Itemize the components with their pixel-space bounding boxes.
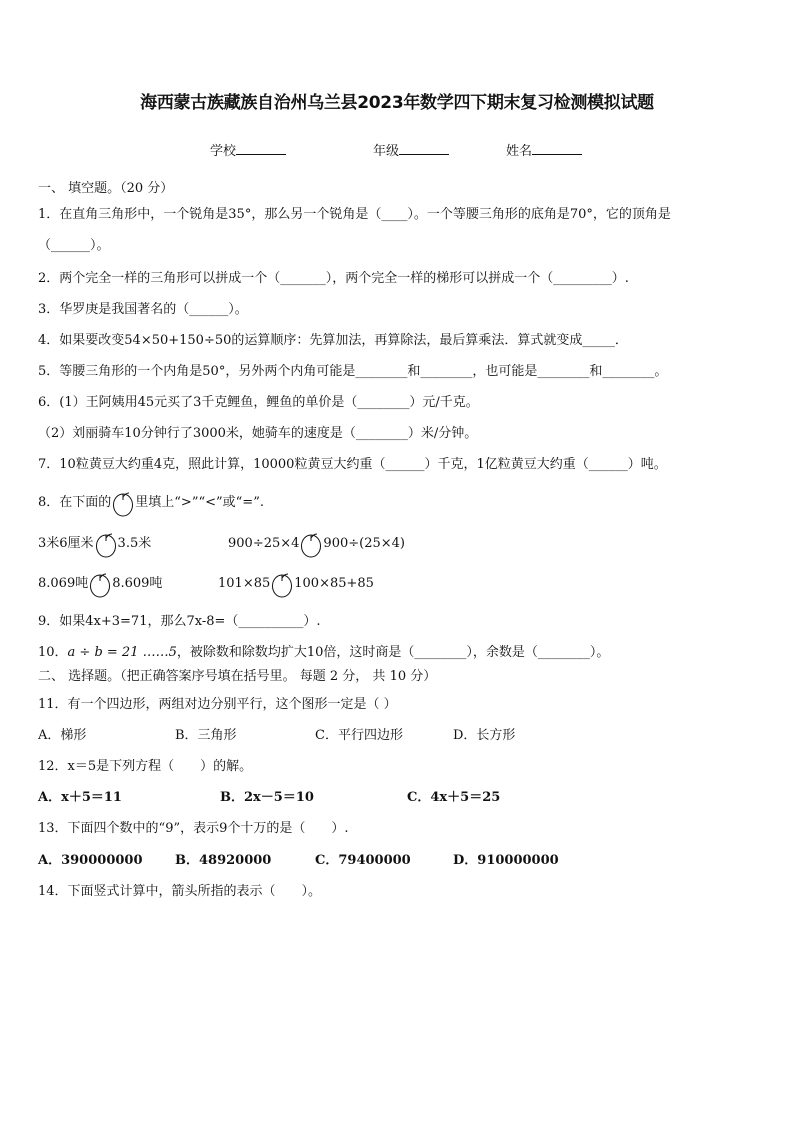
name-label: 姓名 [506, 144, 533, 159]
question-8-item-a: 3米6厘米 3.5米 [38, 529, 151, 559]
apple-icon[interactable] [89, 570, 111, 598]
question-7: 7．10粒黄豆大约重4克，照此计算，10000粒黄豆大约重（______）千克，1亿粒黄豆大约重（______）吨。 [38, 457, 667, 472]
apple-icon[interactable] [95, 530, 117, 558]
question-12-stem: 12．x＝5是下列方程（ ）的解。 [38, 759, 253, 774]
question-12-option-a[interactable]: A．x＋5＝11 [38, 790, 122, 805]
question-11-option-a[interactable]: A．梯形 [38, 728, 87, 743]
question-13-option-a[interactable]: A．390000000 [38, 853, 143, 868]
grade-label: 年级 [373, 144, 400, 159]
question-8-item-d: 101×85 100×85+85 [218, 569, 374, 599]
question-8-stem: 8．在下面的 里填上“>”“<”或“=”. [38, 488, 764, 518]
question-8-item-b: 900÷25×4 900÷(25×4) [228, 529, 405, 559]
question-1-line-1: 1．在直角三角形中，一个锐角是35°，那么另一个锐角是（____）。一个等腰三角形的底角是70°，它的顶角是 [38, 207, 671, 222]
question-11-option-b[interactable]: B．三角形 [175, 728, 237, 743]
question-2: 2．两个完全一样的三角形可以拼成一个（_______），两个完全一样的梯形可以拼成一个（_________）. [38, 271, 629, 286]
question-12-option-b[interactable]: B．2x－5＝10 [220, 790, 314, 805]
grade-field[interactable] [373, 140, 449, 159]
question-13-stem: 13．下面四个数中的“9”，表示9个十万的是（ ）. [38, 821, 349, 836]
apple-icon[interactable] [271, 570, 293, 598]
question-3: 3．华罗庚是我国著名的（______）。 [38, 302, 248, 317]
question-8-item-c: 8.069吨 8.609吨 [38, 569, 162, 599]
page-title: 海西蒙古族藏族自治州乌兰县2023年数学四下期末复习检测模拟试题 [140, 93, 654, 113]
question-10: 10．a ÷ b = 21 ……5，被除数和除数均扩大10倍，这时商是（________），余数是（________）。 [38, 645, 610, 660]
question-6-part-2: （2）刘丽骑车10分钟行了3000米，她骑车的速度是（________）米/分钟。 [38, 426, 478, 441]
section-2-heading: 二、 选择题。（把正确答案序号填在括号里。 每题 2 分， 共 10 分） [38, 669, 437, 684]
apple-icon[interactable] [300, 530, 322, 558]
question-9: 9．如果4x+3=71，那么7x-8=（__________）. [38, 614, 321, 629]
division-formula: a ÷ b = 21 ……5 [67, 645, 177, 660]
question-1-line-2: （______）。 [38, 238, 110, 253]
question-11-option-c[interactable]: C．平行四边形 [315, 728, 403, 743]
school-field[interactable] [210, 140, 286, 159]
question-14: 14．下面竖式计算中，箭头所指的表示（ ）。 [38, 884, 322, 899]
question-13-option-d[interactable]: D．910000000 [453, 853, 559, 868]
question-11-stem: 11．有一个四边形，两组对边分别平行，这个图形一定是（ ） [38, 697, 397, 712]
school-label: 学校 [210, 144, 237, 159]
student-info-row [0, 140, 794, 160]
question-5: 5．等腰三角形的一个内角是50°，另外两个内角可能是________和________，也可能是________和________。 [38, 364, 668, 379]
question-13-option-c[interactable]: C．79400000 [315, 853, 411, 868]
question-11-option-d[interactable]: D．长方形 [453, 728, 516, 743]
apple-icon [112, 489, 134, 517]
section-1-heading: 一、 填空题。（20 分） [38, 181, 174, 196]
question-4: 4．如果要改变54×50+150÷50的运算顺序：先算加法，再算除法，最后算乘法．算式就变成_____． [38, 333, 628, 348]
question-13-option-b[interactable]: B．48920000 [175, 853, 272, 868]
question-12-option-c[interactable]: C．4x＋5＝25 [407, 790, 501, 805]
name-field[interactable] [506, 140, 582, 159]
question-6-part-1: 6．(1）王阿姨用45元买了3千克鲤鱼，鲤鱼的单价是（________）元/千克。 [38, 395, 479, 410]
